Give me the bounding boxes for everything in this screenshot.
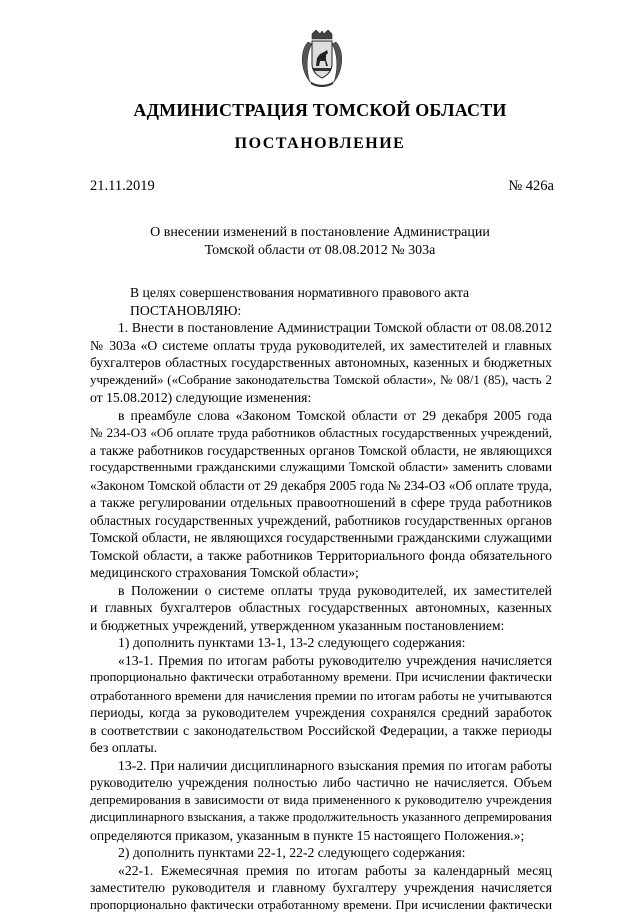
paragraph-line: медицинского страхования Томской области»; xyxy=(90,564,552,582)
paragraph-line: «22-1. Ежемесячная премия по итогам работы за календарный месяц xyxy=(90,862,552,880)
paragraph-line: учреждений» («Собрание законодательства Томской области», № 08/1 (85), часть 2 xyxy=(90,372,552,390)
paragraph-line: и бюджетных учреждений, утвержденном указанным постановлением: xyxy=(90,617,552,635)
paragraph-line: в Положении о системе оплаты труда руководителей, их заместителей xyxy=(90,582,552,600)
document-type-title: ПОСТАНОВЛЕНИЕ xyxy=(0,135,640,153)
paragraph-line: № 303а «О системе оплаты труда руководителей, их заместителей и главных xyxy=(90,337,552,355)
paragraph-line: в соответствии с законодательством Российской Федерации, а также периоды xyxy=(90,722,552,740)
paragraph-line: без оплаты. xyxy=(90,739,552,757)
subject-line: Томской области от 08.08.2012 № 303а xyxy=(120,242,520,260)
paragraph-line: пропорционально фактически отработанному времени. При исчислении фактически xyxy=(90,669,552,687)
tomsk-coat-of-arms-icon xyxy=(298,30,346,88)
subject-line: О внесении изменений в постановление Администрации xyxy=(120,224,520,242)
paragraph-line: Томской области, а также работников Территориального фонда обязательного xyxy=(90,547,552,565)
paragraph-line: областных государственных учреждений, работников государственных органов xyxy=(90,512,552,530)
paragraph-line: отработанного времени для начисления премии по итогам работы не учитываются xyxy=(90,687,552,705)
paragraph-line: бухгалтеров областных государственных автономных, казенных и бюджетных xyxy=(90,354,552,372)
paragraph-line: № 234-ОЗ «Об оплате труда работников областных государственных учреждений, xyxy=(90,424,552,442)
resolve-word: ПОСТАНОВЛЯЮ: xyxy=(90,302,552,320)
paragraph-line: 2) дополнить пунктами 22-1, 22-2 следующего содержания: xyxy=(90,844,552,862)
paragraph-line: Томской области, не являющихся государственными гражданскими служащими xyxy=(90,529,552,547)
paragraph-line: руководителю учреждения полностью либо частично не начисляется. Объем xyxy=(90,774,552,792)
organization-title: АДМИНИСТРАЦИЯ ТОМСКОЙ ОБЛАСТИ xyxy=(0,100,640,121)
paragraph-line: государственными гражданскими служащими Томской области» заменить словами xyxy=(90,459,552,477)
paragraph-line: 1) дополнить пунктами 13-1, 13-2 следующего содержания: xyxy=(90,634,552,652)
document-number: № 426а xyxy=(508,178,554,195)
paragraph-line: определяются приказом, указанным в пункте 15 настоящего Положения.»; xyxy=(90,827,552,845)
paragraph-line: «13-1. Премия по итогам работы руководителю учреждения начисляется xyxy=(90,652,552,670)
paragraph-line: периоды, когда за руководителем учреждения сохранялся средний заработок xyxy=(90,704,552,722)
paragraph-line: 13-2. При наличии дисциплинарного взыскания премия по итогам работы xyxy=(90,757,552,775)
document-body xyxy=(90,284,552,914)
paragraph-line: 1. Внести в постановление Администрации Томской области от 08.08.2012 xyxy=(90,319,552,337)
paragraph-line: и главных бухгалтеров областных государственных автономных, казенных xyxy=(90,599,552,617)
paragraph-line: а также работников государственных органов Томской области, не являющихся xyxy=(90,442,552,460)
preamble-line: В целях совершенствования нормативного правового акта xyxy=(90,284,552,302)
paragraph-line: а также регулировании отдельных правоотношений в сфере труда работников xyxy=(90,494,552,512)
paragraph-line: дисциплинарного взыскания, а также продолжительность указанного депремирования xyxy=(90,809,552,827)
paragraph-line: от 15.08.2012) следующие изменения: xyxy=(90,389,552,407)
document-subject xyxy=(120,224,520,260)
paragraph-line: заместителю руководителя и главному бухгалтеру учреждения начисляется xyxy=(90,879,552,897)
document-date: 21.11.2019 xyxy=(90,178,155,195)
paragraph-line: в преамбуле слова «Законом Томской области от 29 декабря 2005 года xyxy=(90,407,552,425)
paragraph-line: депремирования в зависимости от вида примененного к руководителю учреждения xyxy=(90,792,552,810)
paragraph-line: пропорционально фактически отработанному времени. При исчислении фактически xyxy=(90,897,552,914)
paragraph-line: «Законом Томской области от 29 декабря 2005 года № 234-ОЗ «Об оплате труда, xyxy=(90,477,552,495)
